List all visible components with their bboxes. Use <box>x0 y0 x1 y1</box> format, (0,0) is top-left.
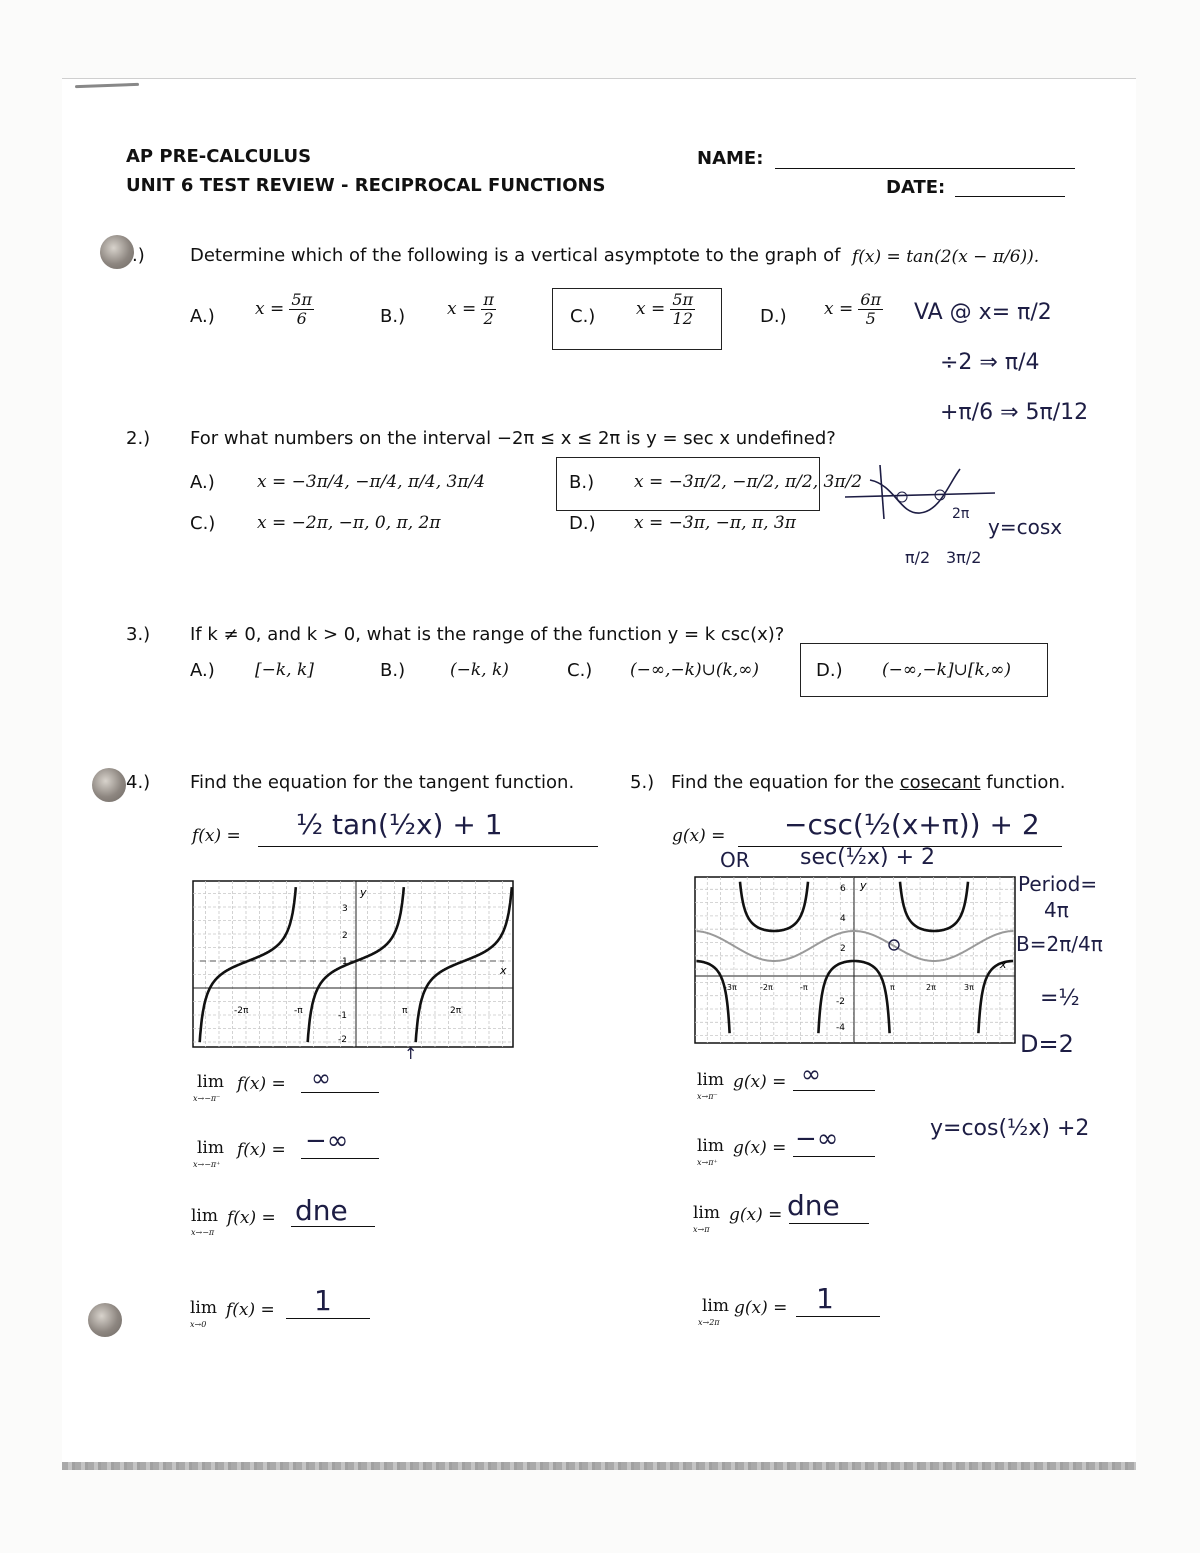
tick-label: 2 <box>840 944 846 954</box>
option-label: D.) <box>816 660 843 681</box>
question-prompt: Determine which of the following is a vertical asymptote to the graph of <box>190 245 841 266</box>
name-field[interactable] <box>775 168 1075 169</box>
handwritten-work: 2π <box>952 506 970 522</box>
option-value: x = −2π, −π, 0, π, 2π <box>257 513 441 533</box>
handwritten-answer: ∞ <box>311 1064 331 1092</box>
punch-hole-icon <box>100 235 134 269</box>
option-value: x = −3π/4, −π/4, π/4, 3π/4 <box>257 472 486 492</box>
y-axis-label: y <box>860 879 867 892</box>
handwritten-work: 3π/2 <box>946 548 982 567</box>
handwritten-answer: ∞ <box>801 1060 821 1088</box>
y-axis-label: y <box>360 886 367 899</box>
handwritten-work: 4π <box>1044 898 1069 922</box>
option-label: B.) <box>380 306 406 327</box>
tick-label: -1 <box>338 1011 347 1021</box>
date-field[interactable] <box>955 196 1065 197</box>
tick-label: -2π <box>760 983 773 992</box>
paper-bottom-edge <box>62 1462 1136 1470</box>
question-prompt: Find the equation for the tangent function. <box>190 772 575 793</box>
handwritten-answer: sec(½x) + 2 <box>800 845 936 870</box>
arrow-icon: ↑ <box>404 1044 418 1063</box>
tick-label: -4 <box>836 1023 845 1033</box>
answer-box <box>552 288 722 350</box>
cosecant-graph <box>694 876 1016 1044</box>
handwritten-work: B=2π/4π <box>1016 932 1103 956</box>
option-value: x = $\frac{5\pi}{12}$ <box>636 290 694 328</box>
tick-label: -3π <box>724 983 737 992</box>
handwritten-work: OR <box>720 848 750 872</box>
course-title: AP PRE-CALCULUS <box>126 146 312 167</box>
question-number: .) <box>132 245 145 266</box>
tick-label: 3π <box>964 983 974 992</box>
tick-label: 2π <box>450 1006 462 1016</box>
option-value: (−∞,−k)∪(k,∞) <box>630 660 759 680</box>
function-label: f(x) = <box>192 826 241 846</box>
handwritten-answer: dne <box>787 1189 840 1222</box>
answer-box <box>800 643 1048 697</box>
tick-label: 2 <box>342 931 348 941</box>
handwritten-answer: −∞ <box>305 1126 349 1156</box>
handwritten-answer: −csc(½(x+π)) + 2 <box>784 808 1040 841</box>
x-axis-label: x <box>1000 958 1007 971</box>
tick-label: 2π <box>926 983 936 992</box>
function-label: g(x) = <box>672 826 726 846</box>
tick-label: π <box>402 1006 408 1016</box>
handwritten-work: y=cosx <box>988 515 1063 539</box>
name-label: NAME: <box>697 148 764 169</box>
question-number: 5.) <box>630 772 655 793</box>
option-value: [−k, k] <box>255 660 314 680</box>
option-label: D.) <box>760 306 787 327</box>
handwritten-answer: dne <box>295 1194 348 1227</box>
question-number: 3.) <box>126 624 151 645</box>
question-prompt: For what numbers on the interval −2π ≤ x ≤ 2π is y = sec x undefined? <box>190 428 836 449</box>
handwritten-work: D=2 <box>1020 1030 1074 1058</box>
question-function: f(x) = tan(2(x − π/6)). <box>852 247 1040 267</box>
date-label: DATE: <box>886 177 946 198</box>
handwritten-answer: 1 <box>314 1284 332 1317</box>
option-value: x = $\frac{6\pi}{5}$ <box>824 290 882 328</box>
tick-label: 1 <box>342 957 348 967</box>
question-prompt: If k ≠ 0, and k > 0, what is the range of the function y = k csc(x)? <box>190 624 785 645</box>
option-label: C.) <box>190 513 216 534</box>
option-value: (−∞,−k]∪[k,∞) <box>882 660 1011 680</box>
handwritten-work: Period= <box>1018 872 1098 896</box>
tick-label: -2π <box>234 1006 249 1016</box>
option-label: C.) <box>567 660 593 681</box>
tangent-graph <box>192 880 514 1048</box>
tick-label: -π <box>294 1006 303 1016</box>
unit-title: UNIT 6 TEST REVIEW - RECIPROCAL FUNCTIONS <box>126 175 606 196</box>
tick-label: 4 <box>840 914 846 924</box>
answer-line <box>258 846 598 847</box>
option-value: x = $\frac{\pi}{2}$ <box>447 290 494 328</box>
option-label: B.) <box>380 660 406 681</box>
handwritten-work: π/2 <box>905 548 931 567</box>
handwritten-answer: ½ tan(½x) + 1 <box>296 808 503 841</box>
punch-hole-icon <box>92 768 126 802</box>
option-value: (−k, k) <box>450 660 509 680</box>
option-label: A.) <box>190 660 215 681</box>
tick-label: -2 <box>836 997 845 1007</box>
handwritten-work: ÷2 ⇒ π/4 <box>940 350 1040 375</box>
option-value: x = −3π/2, −π/2, π/2, 3π/2 <box>634 472 863 492</box>
question-prompt: Find the equation for the cosecant function. <box>671 772 1066 793</box>
tick-label: π <box>890 983 895 992</box>
option-label: A.) <box>190 472 215 493</box>
question-number: 4.) <box>126 772 151 793</box>
tick-label: 3 <box>342 904 348 914</box>
punch-hole-icon <box>88 1303 122 1337</box>
option-label: A.) <box>190 306 215 327</box>
tick-label: -2 <box>338 1035 347 1045</box>
handwritten-answer: −∞ <box>795 1124 839 1154</box>
option-label: B.) <box>569 472 595 493</box>
tick-label: 6 <box>840 884 846 894</box>
handwritten-work: y=cos(½x) +2 <box>930 1116 1090 1141</box>
handwritten-work: =½ <box>1040 986 1080 1011</box>
tick-label: -π <box>800 983 808 992</box>
option-label: C.) <box>570 306 596 327</box>
option-value: x = $\frac{5\pi}{6}$ <box>255 290 313 328</box>
handwritten-work: VA @ x= π/2 <box>914 300 1052 325</box>
question-number: 2.) <box>126 428 151 449</box>
option-label: D.) <box>569 513 596 534</box>
option-value: x = −3π, −π, π, 3π <box>634 513 796 533</box>
x-axis-label: x <box>500 964 507 977</box>
handwritten-answer: 1 <box>816 1282 834 1315</box>
handwritten-work: +π/6 ⇒ 5π/12 <box>940 400 1089 425</box>
answer-box <box>556 457 820 511</box>
